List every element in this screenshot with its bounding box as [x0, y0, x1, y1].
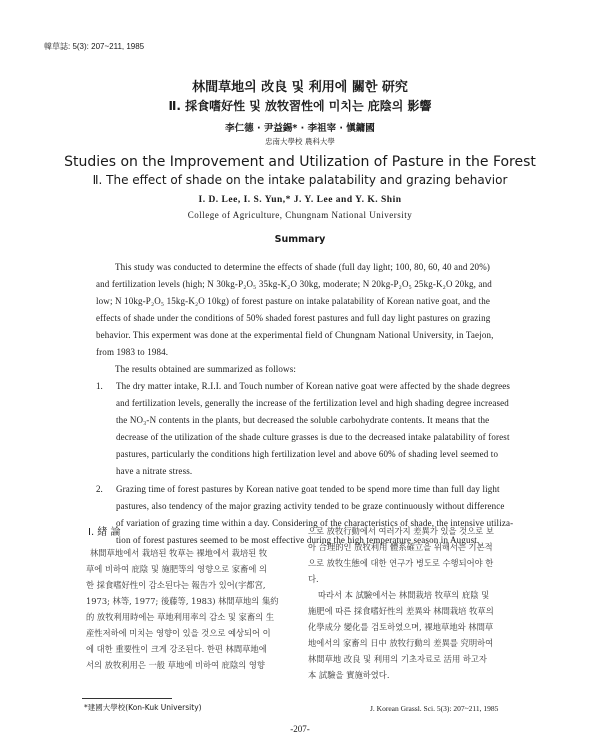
summary-heading: Summary [274, 234, 326, 245]
body-line: 아 合理的인 放牧利用 體系確立을 위해서는 기본적 [308, 542, 493, 552]
results-intro: The results obtained are summarized as follows: [115, 364, 296, 374]
item-line: Grazing time of forest pastures by Korean native goat tended to be spend more time than full day light [116, 484, 500, 494]
item-line: of variation of grazing time within a day. Considering of the characteristics of shade, the intensive utiliza- [116, 518, 514, 528]
body-line: 化學成分 變化를 검토하였으며, 裸地草地와 林間草 [308, 622, 494, 632]
english-authors: I. D. Lee, I. S. Yun,* J. Y. Lee and Y. K. Shin [198, 195, 402, 205]
item-line: and fertilization levels, generally the increase of the fertilization level and high shading degree increased [116, 398, 509, 408]
body-line: 다. [308, 574, 319, 584]
body-line: 1973; 林等, 1977; 後藤等, 1983) 林間草地의 集約 [86, 596, 279, 606]
body-line: 林間草地에서 栽培된 牧草는 裸地에서 栽培된 牧 [90, 548, 268, 558]
summary-line: low; N 10kg-P₂O₅ 15kg-K₂O 10kg) of forest pasture on intake palatability of Korean native goat, and the [96, 296, 491, 306]
body-line: 으로 放牧生態에 대한 연구가 병도로 수행되어야 한 [308, 558, 494, 568]
footnote-rule [82, 698, 172, 699]
body-line: 으로 放牧行動에서 여러가지 差異가 있을 것으로 보 [308, 526, 494, 536]
body-line: 따라서 本 試驗에서는 林間栽培 牧草의 庇陰 및 [318, 590, 490, 600]
english-subtitle: Ⅱ. The effect of shade on the intake palatability and grazing behavior [92, 173, 508, 187]
body-line: 地에서의 家畜의 日中 放牧行動의 差異를 究明하여 [308, 638, 494, 648]
summary-line: from 1983 to 1984. [96, 347, 169, 357]
korean-title: 林間草地의 改良 및 利用에 關한 研究 [192, 80, 408, 95]
item-line: the NO₃-N contents in the plants, but decreased the soluble carbohydrate contents. It means that the [116, 415, 490, 425]
footnote: *建國大學校(Kon-Kuk University) [84, 703, 202, 712]
english-affiliation: College of Agriculture, Chungnam National University [187, 210, 413, 220]
item-line: pastures, also tendency of the major grazing activity tended to be graze continuously without difference [116, 501, 505, 511]
section-heading: Ⅰ. 緖 論 [88, 527, 121, 538]
item-line: have a nitrate stress. [116, 466, 193, 476]
page-number: -207- [290, 724, 310, 734]
item-number: 1. [96, 381, 103, 391]
item-line: tion of forest pastures seemed to be most effective during the high temperature season in August. [116, 535, 480, 545]
summary-line: and fertilization levels (high; N 30kg-P₂O₅ 35kg-K₂O 30kg, moderate; N 20kg-P₂O₅ 25kg-K₂O 20kg, and [96, 279, 492, 289]
english-title: Studies on the Improvement and Utilization of Pasture in the Forest [64, 154, 536, 170]
body-line: 草에 비하여 庇陰 및 施肥等의 영향으로 家畜에 의 [86, 564, 268, 574]
body-line: 에 대한 重要性이 크게 강조된다. 한편 林間草地에 [86, 644, 267, 654]
journal-reference: 韓草誌: 5(3): 207~211, 1985 [44, 42, 145, 51]
body-line: 林間草地 改良 및 利用의 기초자료로 活用 하고자 [308, 654, 487, 664]
item-line: The dry matter intake, R.I.I. and Touch number of Korean native goat were affected by the shade degrees [116, 381, 511, 391]
body-line: 한 採食嗜好性이 감소된다는 報告가 있어(宇都宮, [86, 580, 266, 590]
korean-authors: 李仁德 · 尹益錫* · 李祖宰 · 愼鏞國 [225, 123, 375, 134]
body-line: 서의 放牧利用은 一般 草地에 비하여 庇陰의 영향 [86, 660, 265, 670]
korean-subtitle: Ⅱ. 採食嗜好性 및 放牧習性에 미치는 庇陰의 影響 [168, 99, 432, 113]
body-line: 施肥에 따른 採食嗜好性의 差異와 林間栽培 牧草의 [308, 606, 494, 616]
summary-line: effects of shade under the conditions of 50% shaded forest pastures and full day light pastures on grazing [96, 313, 491, 323]
korean-affiliation: 忠南大學校 農科大學 [265, 137, 335, 146]
body-line: 産性저하에 미치는 영향이 있을 것으로 예상되어 이 [86, 628, 271, 638]
footer-journal-citation: J. Korean Grassl. Sci. 5(3): 207~211, 1985 [370, 704, 499, 713]
body-line: 本 試驗을 實施하였다. [308, 670, 390, 680]
summary-line: This study was conducted to determine the effects of shade (full day light; 100, 80, 60, 40 and 20%) [115, 262, 490, 272]
item-number: 2. [96, 484, 103, 494]
item-line: decrease of the utilization of the shade culture grasses is due to the decreased intake palatability of forest [116, 432, 510, 442]
body-line: 的 放牧利用時에는 草地利用率의 감소 및 家畜의 生 [86, 612, 275, 622]
summary-line: behavior. This experment was done at the experimental field of Chungnam National University, in Taejon, [96, 330, 494, 340]
item-line: pastures, particularly the conditions high fertilization level and above 60% of shading level seemed to [116, 449, 499, 459]
